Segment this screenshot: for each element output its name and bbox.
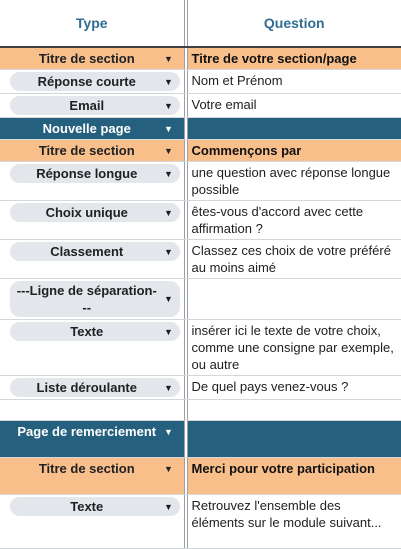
dropdown-arrow-icon[interactable]: ▼ [158,146,180,156]
type-dropdown-label: Texte [10,497,158,516]
type-dropdown-label: Liste déroulante [10,378,158,397]
type-cell[interactable] [0,376,184,400]
question-header: Question [188,0,401,46]
table-row [0,140,401,162]
dropdown-arrow-icon[interactable]: ▼ [158,54,180,64]
question-text: Nom et Prénom [188,70,401,91]
type-dropdown-label: Nouvelle page [10,119,158,138]
question-text: Classez ces choix de votre préféré au moins aimé [188,240,401,278]
type-dropdown[interactable] [10,164,180,183]
table-row [0,118,401,140]
question-cell[interactable] [187,376,401,400]
question-text: Commençons par [188,140,401,161]
dropdown-arrow-icon[interactable]: ▼ [158,327,180,337]
question-cell[interactable] [187,70,401,94]
type-cell[interactable] [0,240,184,279]
type-dropdown[interactable] [10,281,180,317]
question-cell[interactable] [187,201,401,240]
type-dropdown[interactable] [10,72,180,91]
question-cell[interactable] [187,162,401,201]
dropdown-arrow-icon[interactable]: ▼ [158,427,180,437]
question-text [188,279,401,283]
table-row [0,240,401,279]
type-dropdown[interactable] [10,322,180,341]
type-cell[interactable] [0,140,184,162]
dropdown-arrow-icon[interactable]: ▼ [158,169,180,179]
question-cell[interactable] [187,94,401,118]
type-cell[interactable] [0,495,184,549]
question-text: êtes-vous d'accord avec cette affirmation ? [188,201,401,239]
question-text: Merci pour votre participation [188,458,401,479]
type-cell[interactable] [0,279,184,320]
question-text: Votre email [188,94,401,115]
type-dropdown[interactable] [10,49,180,68]
type-cell[interactable] [0,47,184,70]
question-cell[interactable] [187,495,401,549]
question-cell[interactable] [187,458,401,495]
dropdown-arrow-icon[interactable]: ▼ [158,124,180,134]
type-dropdown-label: Réponse longue [10,164,158,183]
question-text: De quel pays venez-vous ? [188,376,401,397]
type-dropdown[interactable] [10,242,180,261]
dropdown-arrow-icon[interactable]: ▼ [158,77,180,87]
question-cell[interactable] [187,47,401,70]
empty-cell[interactable] [187,400,401,421]
type-cell[interactable] [0,94,184,118]
type-cell[interactable] [0,70,184,94]
question-text: insérer ici le texte de votre choix, comme une consigne par exemple, ou autre [188,320,401,375]
question-text [188,421,401,425]
table-row [0,495,401,549]
table-row [0,421,401,458]
dropdown-arrow-icon[interactable]: ▼ [158,208,180,218]
type-cell[interactable] [0,458,184,495]
type-cell[interactable] [0,421,184,458]
table-row [0,458,401,495]
question-cell[interactable] [187,118,401,140]
header-row [0,0,401,47]
question-text: une question avec réponse longue possible [188,162,401,200]
dropdown-arrow-icon[interactable]: ▼ [158,464,180,474]
type-dropdown[interactable] [10,96,180,115]
table-row [0,320,401,376]
type-dropdown-label: Classement [10,242,158,261]
table-row [0,94,401,118]
type-cell[interactable] [0,320,184,376]
table-row [0,47,401,70]
question-cell[interactable] [187,320,401,376]
type-dropdown[interactable] [10,141,180,160]
dropdown-arrow-icon[interactable]: ▼ [158,247,180,257]
dropdown-arrow-icon[interactable]: ▼ [158,101,180,111]
type-header-cell[interactable] [0,0,184,47]
dropdown-arrow-icon[interactable]: ▼ [158,502,180,512]
table-row [0,201,401,240]
type-dropdown-label: Réponse courte [10,72,158,91]
dropdown-arrow-icon[interactable]: ▼ [158,294,180,304]
question-header-cell[interactable] [187,0,401,47]
type-dropdown-label: Titre de section [10,141,158,160]
type-dropdown-label: Choix unique [10,203,158,222]
type-dropdown[interactable] [10,422,180,441]
table-row [0,279,401,320]
type-dropdown-label: Texte [10,322,158,341]
type-dropdown-label: ---Ligne de séparation--- [10,281,158,317]
type-dropdown-label: Titre de section [10,459,158,478]
type-dropdown[interactable] [10,459,180,478]
type-dropdown-label: Titre de section [10,49,158,68]
type-dropdown[interactable] [10,119,180,138]
table-body [0,47,401,549]
table-row [0,400,401,421]
table-row [0,376,401,400]
question-text: Retrouvez l'ensemble des éléments sur le module suivant... [188,495,401,533]
empty-cell[interactable] [0,400,184,421]
question-cell[interactable] [187,421,401,458]
type-dropdown[interactable] [10,378,180,397]
type-dropdown[interactable] [10,203,180,222]
question-text [188,118,401,122]
type-cell[interactable] [0,118,184,140]
type-dropdown[interactable] [10,497,180,516]
type-cell[interactable] [0,201,184,240]
table-row [0,70,401,94]
question-cell[interactable] [187,140,401,162]
question-text: Titre de votre section/page [188,48,401,69]
question-cell[interactable] [187,240,401,279]
type-dropdown-label: Page de remerciement [10,422,158,441]
dropdown-arrow-icon[interactable]: ▼ [158,383,180,393]
type-cell[interactable] [0,162,184,201]
type-header: Type [0,0,184,46]
question-cell[interactable] [187,279,401,320]
type-dropdown-label: Email [10,96,158,115]
table-row [0,162,401,201]
